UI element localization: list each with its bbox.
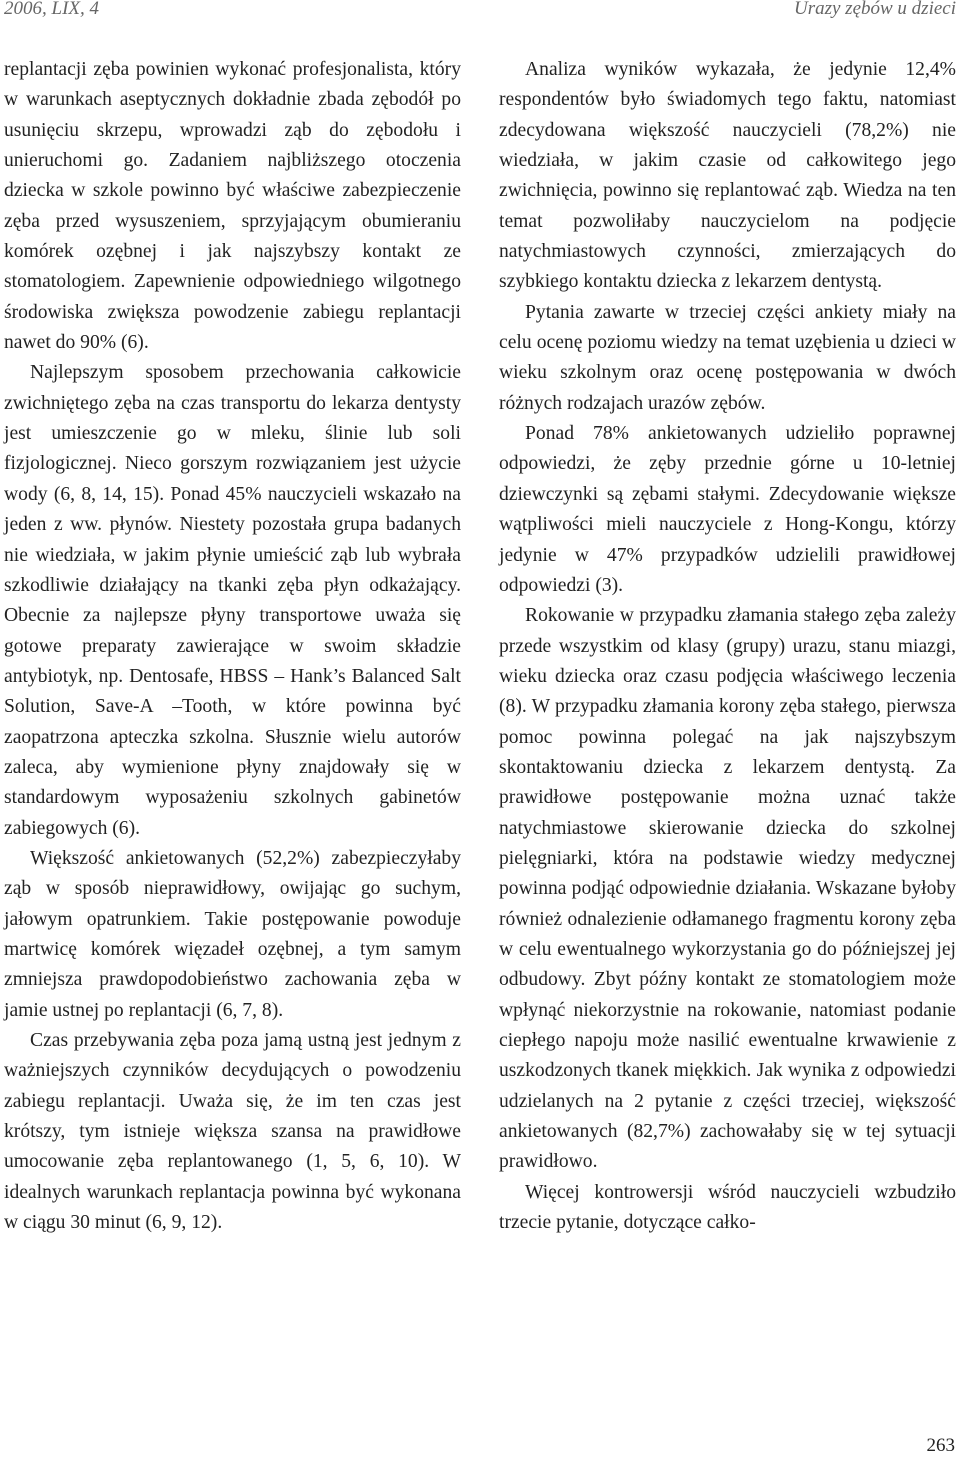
paragraph: Najlepszym sposobem przechowania całkowicie zwichniętego zęba na czas transportu do lekarza dentysty jest umieszczenie go w mleku, ślinie lub soli fizjologicznej. Nieco gorszym rozwiązaniem jest użycie wody (6, 8, 14, 15). Ponad 45% nauczycieli wskazało na jeden z ww. płynów. Niestety pozostała grupa badanych nie wiedziała, w jakim płynie umieścić ząb lub wybrała szkodliwie działający na tkanki zęba płyn odkażający. Obecnie za najlepsze płyny transportowe uważa się gotowe preparaty zawierające w swoim składzie antybiotyk, np. Dentosafe, HBSS – Hank’s Balanced Salt Solution, Save-A –Tooth, w które powinna być zaopatrzona apteczka szkolna. Słusznie wielu autorów zaleca, aby wymienione płyny znajdowały się w standardowym wyposażeniu szkolnych gabinetów zabiegowych (6).: [4, 362, 461, 839]
running-head: [0, 0, 960, 20]
paragraph: Więcej kontrowersji wśród nauczycieli wzbudziło trzecie pytanie, dotyczące całko-: [499, 1181, 956, 1234]
page-number: 263: [926, 1435, 955, 1456]
paragraph: replantacji zęba powinien wykonać profesjonalista, który w warunkach aseptycznych dokładnie zbada zębodół po usunięciu skrzepu, wprowadzi ząb do zębodołu i unieruchomi go. Zadaniem najbliższego otoczenia dziecka w szkole powinno być właściwe zabezpieczenie zęba przed wysuszeniem, sprzyjającym obumieraniu komórek ozębnej i jak najszybszy kontakt ze stomatologiem. Zapewnienie odpowiedniego wilgotnego środowiska zwiększa powodzenie zabiegu replantacji nawet do 90% (6).: [4, 59, 461, 354]
paragraph: Czas przebywania zęba poza jamą ustną jest jednym z ważniejszych czynników decydujących o powodzeniu zabiegu replantacji. Uważa się, że im ten czas jest krótszy, tym istnieje większa szansa na prawidłowe umocowanie zęba replantowanego (1, 5, 6, 10). W idealnych warunkach replantacja powinna być wykonana w ciągu 30 minut (6, 9, 12).: [4, 1030, 461, 1234]
paragraph: Ponad 78% ankietowanych udzieliło poprawnej odpowiedzi, że zęby przednie górne u 10-letniej dziewczynki są zębami stałymi. Zdecydowanie większe wątpliwości mieli nauczyciele z Hong-Kongu, którzy jedynie w 47% przypadków udzielili prawidłowej odpowiedzi (3).: [499, 423, 956, 596]
article-title-header: Urazy zębów u dzieci: [793, 0, 956, 19]
left-column: [4, 55, 461, 1238]
paragraph: Pytania zawarte w trzeciej części ankiety miały na celu ocenę poziomu wiedzy na temat uzębienia u dzieci w wieku szkolnym oraz ocenę postępowania w dwóch różnych rodzajach urazów zębów.: [499, 301, 956, 414]
paragraph: Rokowanie w przypadku złamania stałego zęba zależy przede wszystkim od klasy (grupy) urazu, stanu miazgi, wieku dziecka oraz czasu podjęcia właściwego leczenia (8). W przypadku złamania korony zęba stałego, pierwsza pomoc powinna polegać na jak najszybszym skontaktowaniu dziecka z lekarzem dentystą. Za prawidłowe postępowanie można uznać także natychmiastowe skierowanie dziecka do szkolnej pielęgniarki, która na podstawie wiedzy medycznej powinna podjąć odpowiednie działania. Wskazane byłoby również odnalezienie odłamanego fragmentu korony zęba w celu ewentualnego wykorzystania go do późniejszej jej odbudowy. Zbyt późny kontakt ze stomatologiem może wpłynąć niekorzystnie na rokowanie, natomiast podanie ciepłego napoju może nasilić ewentualne krwawienie z uszkodzonych tkanek miękkich. Jak wynika z odpowiedzi udzielanych na 2 pytanie z części trzeciej, większość ankietowanych (82,7%) zachowałaby się w tej sytuacji prawidłowo.: [499, 605, 956, 1173]
paragraph: Analiza wyników wykazała, że jedynie 12,4% respondentów było świadomych tego faktu, natomiast zdecydowana większość nauczycieli (78,2%) nie wiedziała, w jakim czasie od całkowitego jego zwichnięcia, powinno się replantować ząb. Wiedza na ten temat pozwoliłaby nauczycielom na podjęcie natychmiastowych czynności, zmierzających do szybkiego kontaktu dziecka z lekarzem dentystą.: [499, 59, 956, 293]
right-column: [499, 55, 956, 1238]
paragraph: Większość ankietowanych (52,2%) zabezpieczyłaby ząb w sposób nieprawidłowy, owijając go suchym, jałowym opatrunkiem. Takie postępowanie powoduje martwicę komórek więzadeł ozębnej, a tym samym zmniejsza prawdopodobieństwo zachowania zęba w jamie ustnej po replantacji (6, 7, 8).: [4, 847, 461, 1021]
journal-issue: 2006, LIX, 4: [4, 0, 99, 19]
